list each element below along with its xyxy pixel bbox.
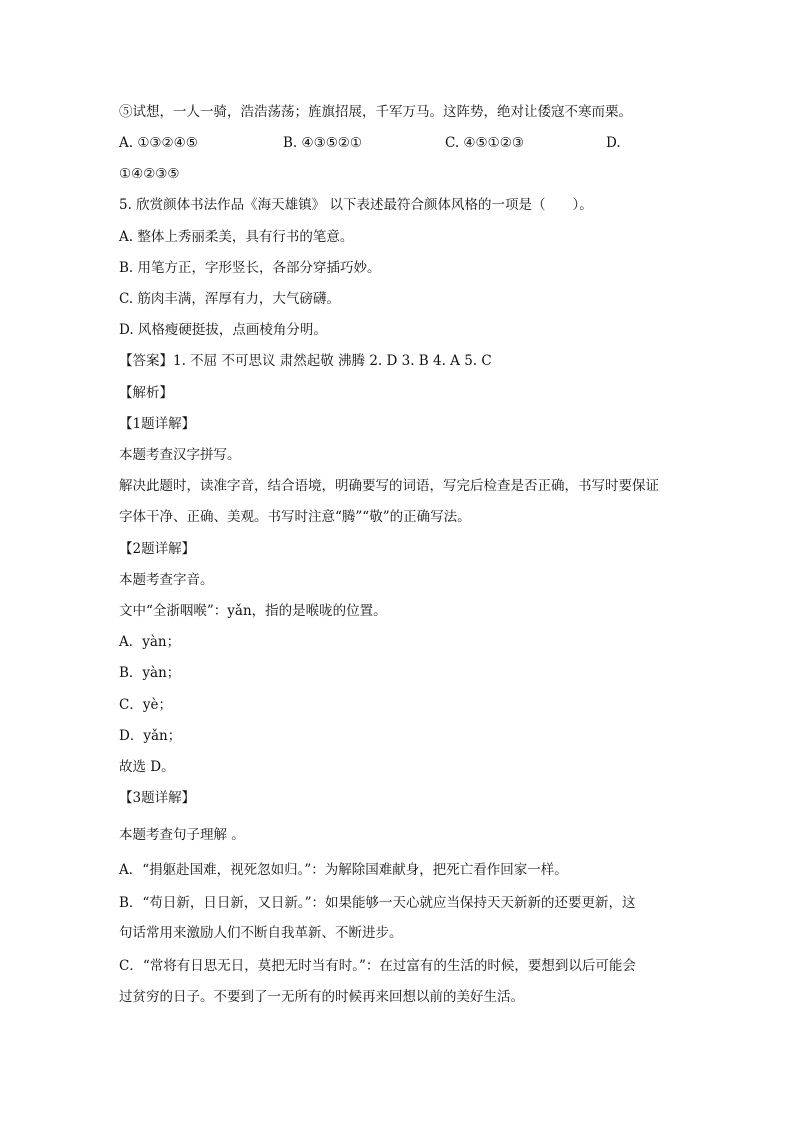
q4-item-5: ⑤试想，一人一骑，浩浩荡荡；旌旗招展，千军万马。这阵势，绝对让倭寇不寒而栗。 [119,104,632,120]
q4-option-a: A. ①③②④⑤ [119,135,198,151]
detail-2-header: 【2题详解】 [119,541,196,557]
q4-option-b: B. ④③⑤②① [283,135,363,151]
detail-2-conclusion: 故选 D。 [119,759,175,775]
detail-1-paragraph-2: 解决此题时，读准字音，结合语境，明确要写的词语，写完后检查是否正确，书写时要保证 [119,478,659,494]
detail-2-paragraph-2: 文中“全浙咽喉”：yǎn，指的是喉咙的位置。 [119,603,387,619]
detail-2-option-d: D．yǎn； [119,728,182,744]
detail-1-paragraph-1: 本题考查汉字拼写。 [119,447,241,463]
detail-3-option-b-line-2: 句话常用来激励人们不断自我革新、不断进步。 [119,925,403,941]
detail-3-paragraph-1: 本题考查句子理解 。 [119,827,245,843]
q4-option-c: C. ④⑤①②③ [445,135,524,151]
detail-1-header: 【1题详解】 [119,416,196,432]
detail-3-option-c-line-2: 过贫穷的日子。不要到了一无所有的时候再来回想以前的美好生活。 [119,989,524,1005]
detail-3-option-a: A．“捐躯赴国难，视死忽如归。”：为解除国难献身，把死亡看作回家一样。 [119,862,568,878]
q5-stem: 5. 欣赏颜体书法作品《海天雄镇》 以下表述最符合颜体风格的一项是（ ）。 [119,197,593,213]
detail-1-paragraph-3: 字体干净、正确、美观。书写时注意“腾”“敬”的正确写法。 [119,509,471,525]
detail-2-option-c: C．yè； [119,697,172,713]
detail-2-option-b: B．yàn； [119,665,181,681]
q5-option-c: C. 筋肉丰满，浑厚有力，大气磅礴。 [119,291,340,307]
q5-option-a: A. 整体上秀丽柔美，具有行书的笔意。 [119,229,354,245]
detail-2-paragraph-1: 本题考查字音。 [119,572,214,588]
answer-line: 【答案】1. 不屈 不可思议 肃然起敬 沸腾 2. D 3. B 4. A 5. C [119,353,492,369]
q5-option-b: B. 用笔方正，字形竖长，各部分穿插巧妙。 [119,260,381,276]
detail-3-header: 【3题详解】 [119,790,196,806]
q4-option-d: D. [606,135,621,151]
detail-3-option-b-line-1: B．“苟日新，日日新，又日新。”：如果能够一天心就应当保持天天新新的还要更新，这 [119,895,636,911]
q4-option-d-continued: ①④②③⑤ [119,166,180,182]
detail-3-option-c-line-1: C．“常将有日思无日，莫把无时当有时。”：在过富有的生活的时候，要想到以后可能会 [119,958,636,974]
q5-option-d: D. 风格瘦硬挺拔，点画棱角分明。 [119,322,327,338]
detail-2-option-a: A．yàn； [119,634,181,650]
analysis-header: 【解析】 [119,385,173,401]
